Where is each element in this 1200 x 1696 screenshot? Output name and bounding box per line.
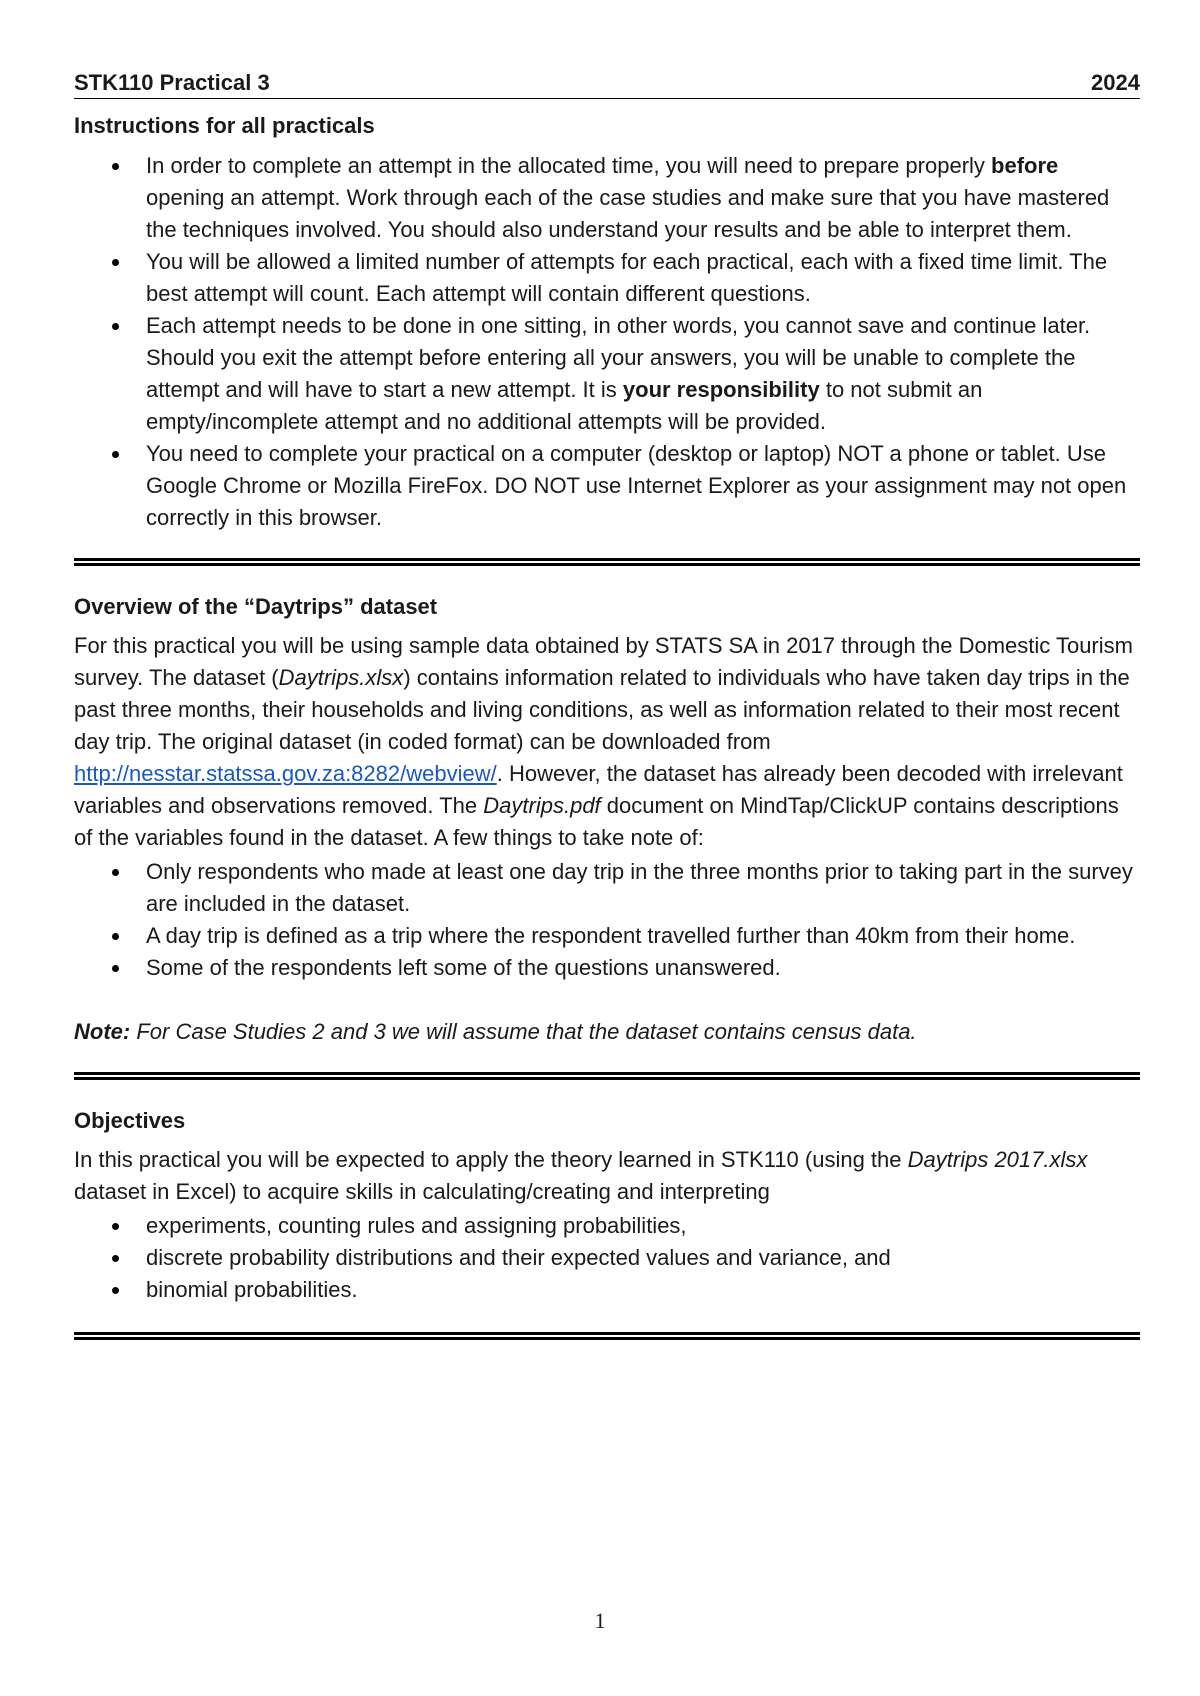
objectives-list (74, 1210, 1140, 1306)
objectives-title: Objectives (74, 1108, 186, 1133)
instructions-title: Instructions for all practicals (74, 113, 375, 138)
section-divider (74, 1332, 1140, 1340)
list-item: experiments, counting rules and assigning probabilities, (74, 1210, 1140, 1242)
course-title: STK110 Practical 3 (74, 70, 270, 95)
objectives-paragraph: In this practical you will be expected to apply the theory learned in STK110 (using the Daytrips 2017.xlsx dataset in Excel) to acquire skills in calculating/creating and interpreting (74, 1147, 1088, 1204)
overview-list (74, 856, 1140, 984)
note: Note: For Case Studies 2 and 3 we will assume that the dataset contains census data. (74, 1019, 917, 1044)
page-number: 1 (594, 1608, 606, 1633)
list-item: You need to complete your practical on a computer (desktop or laptop) NOT a phone or tablet. Use Google Chrome or Mozilla FireFox. DO NOT use Internet Explorer as your assignment may not open correctly in this browser. (74, 438, 1140, 534)
list-item: A day trip is defined as a trip where the respondent travelled further than 40km from their home. (74, 920, 1140, 952)
list-item: In order to complete an attempt in the allocated time, you will need to prepare properly before opening an attempt. Work through each of the case studies and make sure that you have mastered the techniques involved. You should also understand your results and be able to interpret them. (74, 150, 1140, 246)
section-divider (74, 558, 1140, 566)
instructions-list (74, 150, 1140, 534)
list-item: Some of the respondents left some of the questions unanswered. (74, 952, 1140, 984)
list-item: Each attempt needs to be done in one sitting, in other words, you cannot save and continue later. Should you exit the attempt before entering all your answers, you will be unable to complete the attempt and will have to start a new attempt. It is your responsibility to not submit an empty/incomplete attempt and no additional attempts will be provided. (74, 310, 1140, 438)
list-item: You will be allowed a limited number of attempts for each practical, each with a fixed time limit. The best attempt will count. Each attempt will contain different questions. (74, 246, 1140, 310)
year: 2024 (1091, 70, 1140, 95)
section-divider (74, 1072, 1140, 1080)
list-item: binomial probabilities. (74, 1274, 1140, 1306)
list-item: Only respondents who made at least one day trip in the three months prior to taking part in the survey are included in the dataset. (74, 856, 1140, 920)
overview-title: Overview of the “Daytrips” dataset (74, 594, 438, 619)
list-item: discrete probability distributions and their expected values and variance, and (74, 1242, 1140, 1274)
dataset-link[interactable]: http://nesstar.statssa.gov.za:8282/webview/ (74, 761, 497, 786)
page-header (74, 70, 1140, 99)
overview-paragraph: For this practical you will be using sample data obtained by STATS SA in 2017 through the Domestic Tourism survey. The dataset (Daytrips.xlsx) contains information related to individuals who have taken day trips in the past three months, their households and living conditions, as well as information related to their most recent day trip. The original dataset (in coded format) can be downloaded from http://nesstar.statssa.gov.za:8282/webview/. However, the dataset has already been decoded with irrelevant variables and observations removed. The Daytrips.pdf document on MindTap/ClickUP contains descriptions of the variables found in the dataset. A few things to take note of: (74, 633, 1133, 850)
document-page (74, 70, 1140, 1340)
